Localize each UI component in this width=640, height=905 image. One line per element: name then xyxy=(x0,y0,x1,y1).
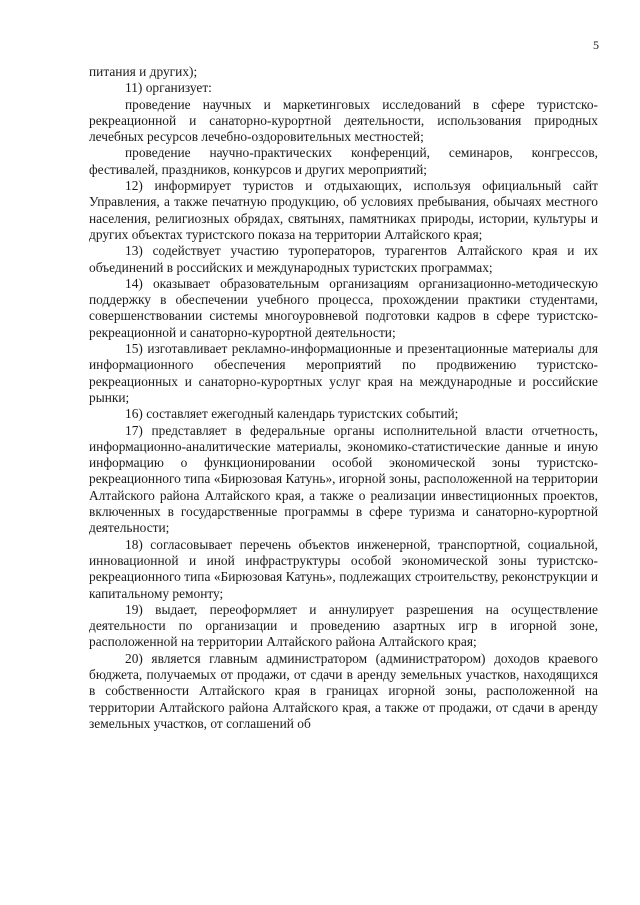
paragraph: 17) представляет в федеральные органы исполнительной власти отчетность, информационно-аналитические материалы, экономико-статистические данные и иную информацию о функционировании особой экономической зоны туристско-рекреационного типа «Бирюзовая Катунь», игорной зоны, расположенной на территории Алтайского района Алтайского края, а также о реализации инвестиционных проектов, включенных в государственные программы в сфере туризма и санаторно-курортной деятельности; xyxy=(89,422,598,536)
document-body xyxy=(89,64,598,732)
paragraph: проведение научных и маркетинговых исследований в сфере туристско-рекреационной и санаторно-курортной деятельности, использования природных лечебных ресурсов лечебно-оздоровительных местностей; xyxy=(89,96,598,145)
paragraph: 12) информирует туристов и отдыхающих, используя официальный сайт Управления, а также печатную продукцию, об условиях пребывания, обычаях местного населения, религиозных обрядах, святынях, памятниках природы, истории, культуры и других объектах туристского показа на территории Алтайского края; xyxy=(89,178,598,242)
paragraph: 18) согласовывает перечень объектов инженерной, транспортной, социальной, инновационной и иной инфраструктуры особой экономической зоны туристско-рекреационного типа «Бирюзовая Катунь», подлежащих строительству, реконструкции и капитальному ремонту; xyxy=(89,536,598,601)
page-number: 5 xyxy=(593,38,599,52)
paragraph: проведение научно-практических конференций, семинаров, конгрессов, фестивалей, праздников, конкурсов и других мероприятий; xyxy=(89,145,598,177)
paragraph: 20) является главным администратором (администратором) доходов краевого бюджета, получаемых от продажи, от сдачи в аренду земельных участков, находящихся в собственности Алтайского края в границах игорной зоны, расположенной на территории Алтайского района Алтайского края, а также от продажи, от сдачи в аренду земельных участков, от соглашений об xyxy=(89,650,598,731)
paragraph: питания и других); xyxy=(89,64,198,79)
paragraph: 13) содействует участию туроператоров, турагентов Алтайского края и их объединений в российских и международных туристских программах; xyxy=(89,243,598,275)
paragraph: 15) изготавливает рекламно-информационные и презентационные материалы для информационного обеспечения мероприятий по продвижению туристско-рекреационных и санаторно-курортных услуг края на международные и российские рынки; xyxy=(89,341,598,405)
paragraph: 11) организует: xyxy=(125,80,212,96)
paragraph: 16) составляет ежегодный календарь туристских событий; xyxy=(125,406,459,422)
paragraph: 14) оказывает образовательным организациям организационно-методическую поддержку в обеспечении учебного процесса, прохождении практики студентами, совершенствовании системы многоуровневой подготовки кадров в сфере туристско-рекреационной и санаторно-курортной деятельности; xyxy=(89,275,598,340)
paragraph: 19) выдает, переоформляет и аннулирует разрешения на осуществление деятельности по организации и проведению азартных игр в игорной зоне, расположенной на территории Алтайского района Алтайского края; xyxy=(89,601,598,650)
